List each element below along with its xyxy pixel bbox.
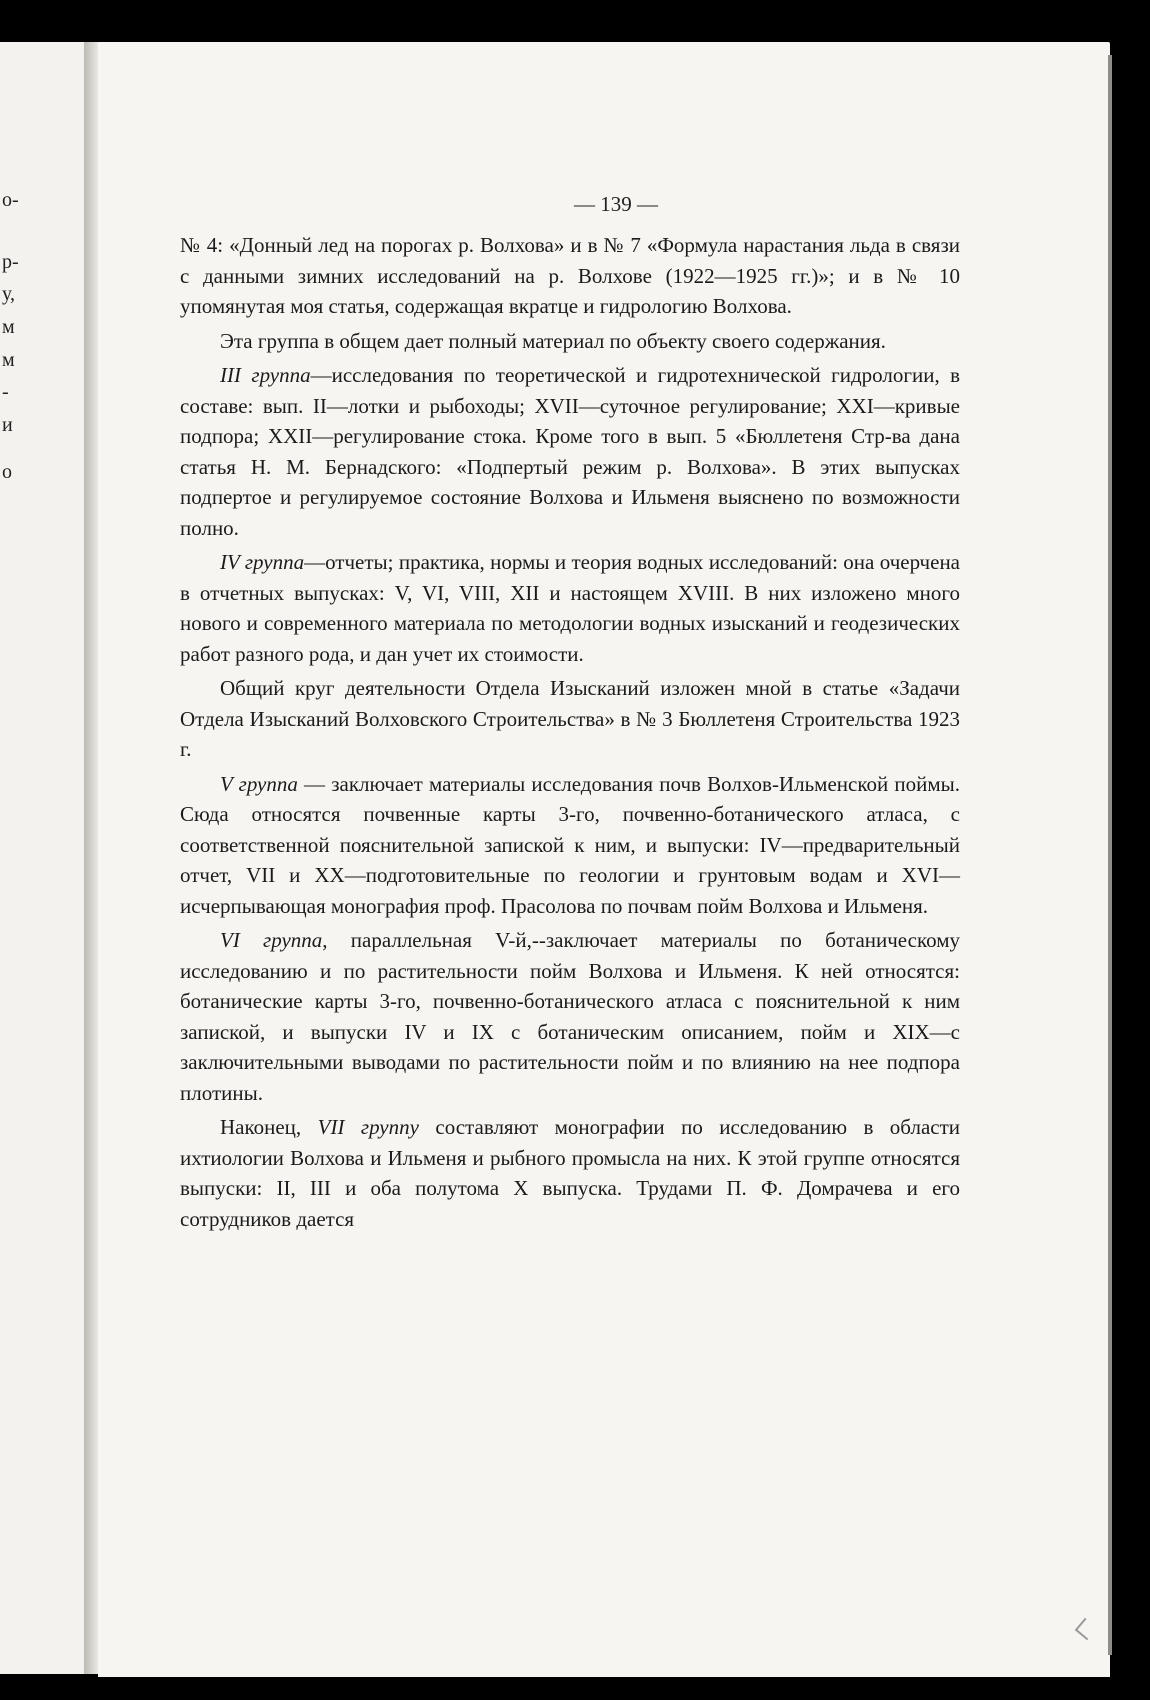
paragraph <box>180 230 960 322</box>
paragraph <box>180 326 960 357</box>
paragraph-text: Общий круг деятельности Отдела Изысканий изложен мной в статье «Задачи Отдела Изысканий Волховского Строительства» в № 3 Бюллетеня Строительства 1923 г. <box>180 676 960 761</box>
left-page-fragment: м <box>2 349 15 371</box>
left-page-fragment: у, <box>2 283 15 305</box>
paragraph-text: № 4: «Донный лед на порогах р. Волхова» и в № 7 «Формула нарастания льда в связи с данными зимних исследований на р. Волхове (1922—1925 гг.)»; и в № 10 упомянутая моя статья, содержащая вкратце и гидрологию Волхова. <box>180 233 960 318</box>
paragraph-text: — заключает материалы исследования почв Волхов-Ильменской поймы. Сюда относятся почвенные карты 3-го, почвенно-ботанического атласа, с соответственной пояснительной запиской к ним, и выпуски: IV—предварительный отчет, VII и XX—подготовительные по геологии и грунтовым водам и XVI—исчерпывающая монография проф. Прасолова по почвам пойм Волхова и Ильменя. <box>180 771 961 918</box>
left-page-fragment: м <box>2 316 15 338</box>
page-edge <box>1108 55 1112 1655</box>
group-heading: VII группу <box>317 1115 419 1139</box>
right-page <box>98 42 1110 1677</box>
page-corner-fold <box>1075 1618 1098 1641</box>
left-page <box>0 42 87 1674</box>
left-page-fragment: и <box>2 414 13 436</box>
group-heading: IV группа <box>220 550 305 574</box>
paragraph-text: составляют монографии по исследованию в области ихтиологии Волхова и Ильменя и рыбного промысла на них. К этой группе относятся выпуски: II, III и оба полутома X выпуска. Трудами П. Ф. Домрачева и его сотрудников дается <box>180 1115 961 1231</box>
paragraph-text: —отчеты; практика, нормы и теория водных исследований: она очерчена в отчетных выпусках: V, VI, VIII, XII и настоящем XVIII. В них изложено много нового и современного материала по методологии водных изысканий и геодезических работ разного рода, и дан учет их стоимости. <box>180 550 961 666</box>
left-page-fragment: о <box>2 461 12 483</box>
group-heading: III группа <box>220 363 311 387</box>
page-number: — 139 — <box>574 192 658 216</box>
paragraph-text: Наконец, <box>220 1115 318 1139</box>
left-page-fragment: - <box>2 381 9 403</box>
paragraph-text: Эта группа в общем дает полный материал по объекту своего содержания. <box>220 328 886 353</box>
paragraph-text: , параллельная V-й,--заключает материалы по ботаническому исследованию и по растительности пойм Волхова и Ильменя. К ней относятся: ботанические карты 3-го, почвенно-ботанического атласа с пояснительной к ним запиской, и выпуски IV и IX с ботаническим описанием, пойм и XIX—с заключительными выводами по растительности пойм и по влиянию на нее подпора плотины. <box>180 928 960 1105</box>
page-body-text <box>180 230 960 1238</box>
paragraph <box>180 925 960 1108</box>
paragraph <box>180 769 960 922</box>
paragraph <box>180 1112 960 1234</box>
paragraph <box>180 547 960 669</box>
paragraph-text: —исследования по теоретической и гидротехнической гидрологии, в составе: вып. II—лотки и рыбоходы; XVII—суточное регулирование; XXI—кривые подпора; XXII—регулирование стока. Кроме того в вып. 5 «Бюллетеня Стр-ва дана статья Н. М. Бернадского: «Подпертый режим р. Волхова». В этих выпусках подпертое и регулируемое состояние Волхова и Ильменя выяснено по возможности полно. <box>180 363 960 540</box>
book-gutter <box>84 42 98 1674</box>
left-page-fragment: о- <box>2 189 19 211</box>
paragraph <box>180 673 960 765</box>
left-page-fragment: р- <box>2 251 19 273</box>
group-heading: VI группа <box>220 928 323 952</box>
group-heading: V группа <box>220 771 298 796</box>
paragraph <box>180 360 960 543</box>
